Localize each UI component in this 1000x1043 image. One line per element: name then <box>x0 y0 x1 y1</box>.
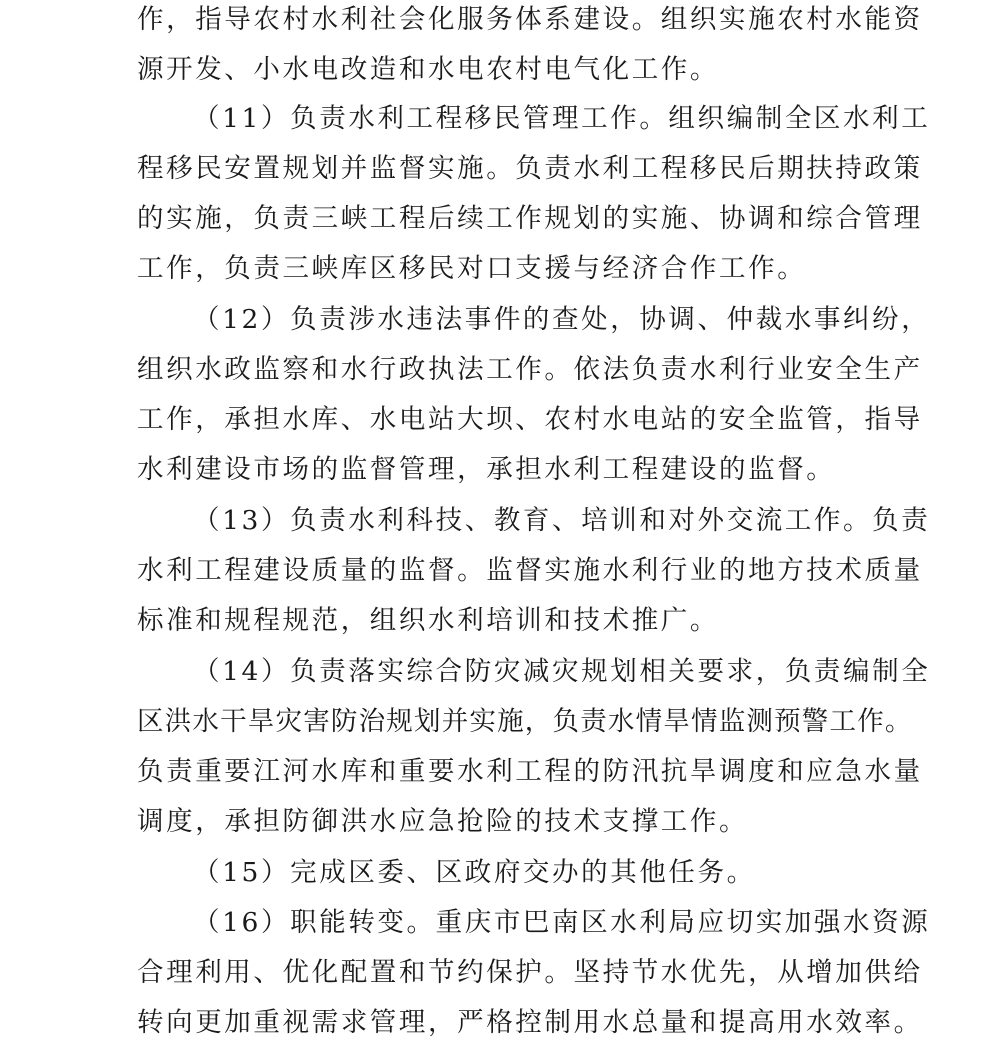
paragraph-12-line-2: 组织水政监察和水行政执法工作。依法负责水利行业安全生产 <box>137 354 923 385</box>
paragraph-11-line-2: 程移民安置规划并监督实施。负责水利工程移民后期扶持政策 <box>137 153 923 184</box>
paragraph-16-line-2: 合理利用、优化配置和节约保护。坚持节水优先，从增加供给 <box>137 957 923 988</box>
paragraph-13-line-1: （13）负责水利科技、教育、培训和对外交流工作。负责 <box>193 505 931 536</box>
paragraph-12-line-1: （12）负责涉水违法事件的查处，协调、仲裁水事纠纷， <box>193 304 931 335</box>
paragraph-16-line-3: 转向更加重视需求管理，严格控制用水总量和提高用水效率。 <box>137 1007 923 1038</box>
paragraph-14-line-3: 负责重要江河水库和重要水利工程的防汛抗旱调度和应急水量 <box>137 756 923 787</box>
paragraph-14-line-1: （14）负责落实综合防灾减灾规划相关要求，负责编制全 <box>193 656 931 687</box>
paragraph-16-line-1: （16）职能转变。重庆市巴南区水利局应切实加强水资源 <box>193 907 931 938</box>
paragraph-12-line-4: 水利建设市场的监督管理，承担水利工程建设的监督。 <box>137 454 836 485</box>
paragraph-13-line-3: 标准和规程规范，组织水利培训和技术推广。 <box>137 605 719 636</box>
paragraph-15-line-1: （15）完成区委、区政府交办的其他任务。 <box>193 857 756 888</box>
paragraph-11-line-1: （11）负责水利工程移民管理工作。组织编制全区水利工 <box>193 103 931 134</box>
paragraph-11-line-3: 的实施，负责三峡工程后续工作规划的实施、协调和综合管理 <box>137 203 923 234</box>
paragraph-14-line-4: 调度，承担防御洪水应急抢险的技术支撑工作。 <box>137 806 749 837</box>
paragraph-13-line-2: 水利工程建设质量的监督。监督实施水利行业的地方技术质量 <box>137 555 923 586</box>
paragraph-14-line-2: 区洪水干旱灾害防治规划并实施，负责水情旱情监测预警工作。 <box>137 706 913 737</box>
text-line-2: 源开发、小水电改造和水电农村电气化工作。 <box>137 54 719 85</box>
text-line-1: 作，指导农村水利社会化服务体系建设。组织实施农村水能资 <box>137 4 923 35</box>
paragraph-11-line-4: 工作，负责三峡库区移民对口支援与经济合作工作。 <box>137 253 807 284</box>
paragraph-12-line-3: 工作，承担水库、水电站大坝、农村水电站的安全监管，指导 <box>137 404 923 435</box>
